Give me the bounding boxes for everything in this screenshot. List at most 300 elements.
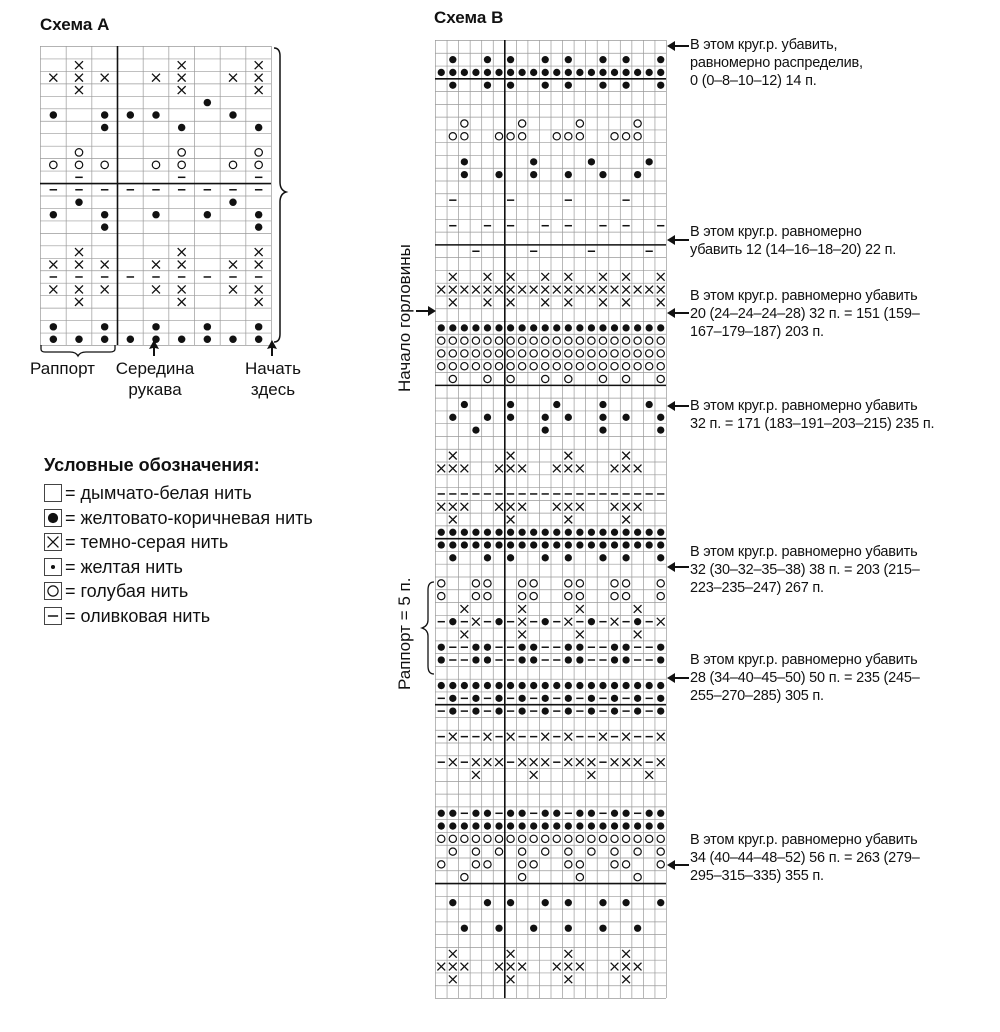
symbol-cross	[484, 298, 492, 306]
symbol-dot	[438, 529, 445, 536]
symbol-circle	[576, 861, 583, 868]
symbol-cross	[507, 950, 515, 958]
symbol-dot	[565, 822, 572, 829]
symbol-cross	[518, 465, 526, 473]
symbol-dot	[449, 707, 456, 714]
symbol-dot	[588, 695, 595, 702]
symbol-dot	[484, 810, 491, 817]
symbol-circle	[449, 363, 456, 370]
symbol-dot	[507, 324, 514, 331]
symbol-cross	[495, 465, 503, 473]
symbol-circle	[634, 133, 641, 140]
symbol-cross	[495, 758, 503, 766]
symbol-circle	[553, 835, 560, 842]
symbol-cross	[657, 758, 665, 766]
symbol-dot	[101, 124, 108, 131]
symbol-circle	[449, 337, 456, 344]
symbol-circle	[588, 350, 595, 357]
symbol-circle	[576, 835, 583, 842]
symbol-cross	[484, 758, 492, 766]
symbol-cross	[507, 298, 515, 306]
symbol-dot	[588, 69, 595, 76]
symbol-cross	[530, 771, 538, 779]
symbol-cross	[622, 503, 630, 511]
symbol-dot	[565, 529, 572, 536]
symbol-dot	[622, 554, 629, 561]
symbol-circle	[495, 835, 502, 842]
symbol-cross	[229, 285, 237, 293]
symbol-dot	[472, 69, 479, 76]
symbol-dot	[588, 810, 595, 817]
symbol-dot	[646, 158, 653, 165]
symbol-cross	[657, 733, 665, 741]
symbol-dot	[657, 707, 664, 714]
symbol-cross	[645, 771, 653, 779]
symbol-cross	[75, 74, 83, 82]
symbol-dot	[484, 414, 491, 421]
symbol-circle	[646, 337, 653, 344]
symbol-cross	[553, 465, 561, 473]
symbol-cross	[229, 74, 237, 82]
symbol-circle	[588, 848, 595, 855]
symbol-circle	[657, 363, 664, 370]
symbol-dot	[484, 656, 491, 663]
symbol-dot	[634, 324, 641, 331]
symbol-cross	[634, 605, 642, 613]
symbol-cross	[564, 503, 572, 511]
symbol-circle	[542, 375, 549, 382]
legend-text: = желтовато-коричневая нить	[65, 507, 313, 528]
symbol-cross	[576, 465, 584, 473]
symbol-circle	[611, 835, 618, 842]
symbol-circle	[484, 835, 491, 842]
symbol-cross	[518, 963, 526, 971]
symbol-dot	[495, 707, 502, 714]
symbol-cross	[178, 298, 186, 306]
symbol-cross	[495, 963, 503, 971]
symbol-dot	[449, 822, 456, 829]
symbol-dot	[634, 171, 641, 178]
symbol-circle	[472, 861, 479, 868]
symbol-dot	[484, 554, 491, 561]
symbol-dot	[542, 541, 549, 548]
symbol-dot	[553, 822, 560, 829]
symbol-dot	[50, 323, 57, 330]
symbol-dot	[449, 529, 456, 536]
symbol-cross	[484, 286, 492, 294]
symbol-dot	[542, 707, 549, 714]
symbol-dot	[495, 171, 502, 178]
symbol-circle	[530, 835, 537, 842]
symbol-dot	[495, 529, 502, 536]
symbol-dot	[622, 822, 629, 829]
symbol-circle	[530, 593, 537, 600]
symbol-cross	[588, 758, 596, 766]
symbol-dot	[229, 198, 236, 205]
symbol-dot	[553, 682, 560, 689]
symbol-circle	[530, 580, 537, 587]
symbol-dot	[646, 822, 653, 829]
symbol-dot	[542, 822, 549, 829]
symbol-circle	[449, 350, 456, 357]
symbol-cross	[553, 286, 561, 294]
symbol-dot	[152, 323, 159, 330]
symbol-cross	[611, 758, 619, 766]
symbol-dot	[542, 414, 549, 421]
symbol-cross	[518, 286, 526, 294]
symbol-cross	[541, 733, 549, 741]
symbol-dot	[75, 336, 82, 343]
symbol-circle	[461, 874, 468, 881]
symbol-dot	[634, 822, 641, 829]
symbol-cross	[75, 248, 83, 256]
symbol-dot	[472, 656, 479, 663]
symbol-dot	[127, 111, 134, 118]
symbol-dot	[611, 644, 618, 651]
symbol-circle	[229, 161, 236, 168]
symbol-dot	[553, 810, 560, 817]
symbol-dot	[178, 124, 185, 131]
symbol-circle	[646, 350, 653, 357]
symbol-cross	[178, 285, 186, 293]
arrow-up-icon	[148, 340, 160, 356]
symbol-dot	[449, 682, 456, 689]
symbol-cross	[507, 963, 515, 971]
symbol-cross	[152, 74, 160, 82]
symbol-dot	[553, 529, 560, 536]
symbol-cross	[576, 963, 584, 971]
symbol-dot	[472, 426, 479, 433]
symbol-cross	[518, 618, 526, 626]
symbol-dot	[255, 211, 262, 218]
symbol-cross	[622, 963, 630, 971]
symbol-dot	[576, 810, 583, 817]
symbol-dot	[484, 56, 491, 63]
symbol-circle	[518, 593, 525, 600]
symbol-circle	[565, 375, 572, 382]
symbol-dot	[657, 554, 664, 561]
symbol-cross	[49, 261, 57, 269]
symbol-dot	[449, 69, 456, 76]
symbol-dot	[599, 401, 606, 408]
symbol-dot	[530, 644, 537, 651]
symbol-circle	[472, 337, 479, 344]
symbol-circle	[576, 337, 583, 344]
symbol-dot	[507, 529, 514, 536]
symbol-dot	[657, 82, 664, 89]
symbol-circle	[634, 363, 641, 370]
symbol-dot	[576, 529, 583, 536]
symbol-dot	[576, 682, 583, 689]
symbol-cross	[495, 503, 503, 511]
symbol-cross	[507, 733, 515, 741]
symbol-circle	[518, 580, 525, 587]
symbol-dot	[599, 69, 606, 76]
label-middle: Середина рукава	[115, 359, 195, 399]
symbol-cross	[622, 465, 630, 473]
symbol-dot	[565, 414, 572, 421]
symbol-dot	[438, 822, 445, 829]
symbol-dot	[657, 682, 664, 689]
symbol-cross	[541, 758, 549, 766]
symbol-circle	[495, 133, 502, 140]
symbol-dot	[599, 925, 606, 932]
symbol-cross	[564, 286, 572, 294]
symbol-dot	[622, 810, 629, 817]
symbol-cross	[622, 273, 630, 281]
symbol-circle	[438, 363, 445, 370]
symbol-cross	[152, 261, 160, 269]
symbol-circle	[622, 363, 629, 370]
symbol-dot	[449, 56, 456, 63]
symbol-dot	[204, 99, 211, 106]
symbol-circle	[438, 337, 445, 344]
symbol-circle	[565, 835, 572, 842]
symbol-dot	[599, 324, 606, 331]
symbol-dot	[657, 822, 664, 829]
symbol-cross	[255, 74, 263, 82]
symbol-dot	[472, 529, 479, 536]
symbol-circle	[599, 375, 606, 382]
symbol-cross	[460, 503, 468, 511]
symbol-dot	[588, 618, 595, 625]
symbol-dot	[646, 682, 653, 689]
symbol-dot	[657, 695, 664, 702]
symbol-circle	[576, 120, 583, 127]
symbol-dot	[449, 618, 456, 625]
symbol-circle	[472, 580, 479, 587]
symbol-dot	[438, 541, 445, 548]
symbol-dot	[484, 541, 491, 548]
symbol-dot	[565, 656, 572, 663]
symbol-circle	[599, 835, 606, 842]
symbol-circle	[622, 593, 629, 600]
symbol-dot	[101, 323, 108, 330]
symbol-dot	[622, 324, 629, 331]
legend-item-cross	[44, 532, 228, 552]
symbol-cross	[518, 631, 526, 639]
symbol-circle	[75, 149, 82, 156]
symbol-dot	[48, 513, 58, 523]
arrow-left-icon	[667, 308, 689, 318]
symbol-dot	[646, 401, 653, 408]
symbol-circle	[542, 350, 549, 357]
symbol-dot	[530, 324, 537, 331]
symbol-dot	[449, 899, 456, 906]
symbol-circle	[75, 161, 82, 168]
symbol-dot	[565, 69, 572, 76]
symbol-cross	[634, 465, 642, 473]
symbol-cross	[178, 261, 186, 269]
symbol-dot	[588, 158, 595, 165]
arrow-left-icon	[667, 562, 689, 572]
symbol-dot	[484, 82, 491, 89]
symbol-dot	[461, 69, 468, 76]
symbol-cross	[518, 605, 526, 613]
symbol-cross	[507, 452, 515, 460]
symbol-dot	[599, 426, 606, 433]
chart-a-bracket	[272, 46, 292, 346]
symbol-circle	[530, 363, 537, 370]
symbol-circle	[438, 580, 445, 587]
label-rapport-a: Раппорт	[30, 359, 95, 378]
symbol-dot	[507, 810, 514, 817]
symbol-circle	[152, 161, 159, 168]
symbol-cross	[229, 261, 237, 269]
symbol-dot	[461, 822, 468, 829]
symbol-dot	[611, 541, 618, 548]
symbol-cross	[101, 285, 109, 293]
symbol-circle	[484, 375, 491, 382]
symbol-circle	[565, 861, 572, 868]
symbol-circle	[657, 848, 664, 855]
symbol-circle	[461, 337, 468, 344]
symbol-dot	[518, 695, 525, 702]
symbol-dot	[565, 707, 572, 714]
legend-item-small	[44, 557, 183, 577]
symbol-dot	[449, 554, 456, 561]
arrow-left-icon	[667, 41, 689, 51]
symbol-cross	[178, 74, 186, 82]
symbol-dot	[204, 211, 211, 218]
note-4: В этом круг.р. равномерно убавить 32 п. = 171 (183–191–203–215) 235 п.	[690, 398, 935, 432]
symbol-dot	[472, 682, 479, 689]
symbol-cross	[484, 733, 492, 741]
symbol-cross	[622, 950, 630, 958]
symbol-dot	[518, 810, 525, 817]
symbol-cross	[634, 963, 642, 971]
symbol-cross	[449, 963, 457, 971]
symbol-dot	[657, 656, 664, 663]
symbol-cross	[576, 758, 584, 766]
symbol-dot	[507, 554, 514, 561]
symbol-circle	[530, 861, 537, 868]
symbol-dot	[461, 682, 468, 689]
symbol-circle	[518, 120, 525, 127]
symbol-dot	[449, 82, 456, 89]
symbol-circle	[622, 835, 629, 842]
symbol-circle	[472, 363, 479, 370]
schema-b-title: Схема В	[434, 8, 504, 27]
symbol-dot	[657, 529, 664, 536]
symbol-circle	[576, 350, 583, 357]
symbol-dot	[565, 171, 572, 178]
arrow-up-icon	[266, 340, 278, 356]
symbol-dot	[484, 69, 491, 76]
note-1: В этом круг.р. убавить, равномерно распределив, 0 (0–8–10–12) 14 п.	[690, 37, 863, 89]
symbol-dot	[449, 541, 456, 548]
symbol-dot	[255, 124, 262, 131]
symbol-circle	[507, 835, 514, 842]
symbol-small-dot	[51, 565, 55, 569]
symbol-dot	[542, 324, 549, 331]
symbol-circle	[461, 133, 468, 140]
symbol-cross	[634, 758, 642, 766]
symbol-circle	[484, 580, 491, 587]
symbol-circle	[438, 350, 445, 357]
schema-a-title: Схема А	[40, 15, 110, 34]
symbol-dot	[518, 682, 525, 689]
symbol-cross	[611, 503, 619, 511]
legend-symbol-dash-icon	[44, 607, 62, 625]
symbol-circle	[178, 149, 185, 156]
symbol-dot	[449, 695, 456, 702]
symbol-cross	[564, 298, 572, 306]
note-6: В этом круг.р. равномерно убавить 28 (34–40–45–50) 50 п. = 235 (245– 255–270–285) 305 п.	[690, 652, 920, 704]
symbol-dot	[495, 925, 502, 932]
symbol-dot	[507, 682, 514, 689]
symbol-circle	[657, 593, 664, 600]
symbol-dot	[634, 69, 641, 76]
symbol-circle	[634, 835, 641, 842]
symbol-dot	[565, 324, 572, 331]
symbol-dot	[565, 82, 572, 89]
symbol-dot	[576, 656, 583, 663]
symbol-dot	[622, 69, 629, 76]
symbol-cross	[178, 248, 186, 256]
symbol-cross	[634, 631, 642, 639]
symbol-dot	[542, 56, 549, 63]
symbol-dot	[542, 899, 549, 906]
symbol-dot	[565, 899, 572, 906]
symbol-dot	[646, 810, 653, 817]
symbol-circle	[495, 350, 502, 357]
symbol-cross	[564, 618, 572, 626]
symbol-dot	[438, 682, 445, 689]
symbol-circle	[646, 363, 653, 370]
symbol-dot	[622, 682, 629, 689]
symbol-cross	[495, 286, 503, 294]
symbol-circle	[472, 835, 479, 842]
symbol-dot	[611, 682, 618, 689]
symbol-cross	[449, 950, 457, 958]
symbol-cross	[576, 631, 584, 639]
symbol-dot	[634, 682, 641, 689]
symbol-circle	[542, 835, 549, 842]
symbol-dot	[101, 223, 108, 230]
symbol-dot	[599, 899, 606, 906]
arrow-left-icon	[667, 673, 689, 683]
symbol-cross	[449, 286, 457, 294]
symbol-dot	[588, 529, 595, 536]
symbol-dot	[518, 69, 525, 76]
symbol-dot	[622, 529, 629, 536]
symbol-circle	[518, 861, 525, 868]
symbol-circle	[518, 835, 525, 842]
symbol-cross	[564, 963, 572, 971]
legend-symbol-small-icon	[44, 558, 62, 576]
symbol-dot	[553, 324, 560, 331]
symbol-cross	[484, 273, 492, 281]
symbol-dot	[461, 158, 468, 165]
symbol-dot	[588, 682, 595, 689]
symbol-circle	[657, 375, 664, 382]
symbol-dot	[507, 899, 514, 906]
symbol-dot	[622, 644, 629, 651]
symbol-cross	[75, 261, 83, 269]
symbol-circle	[461, 120, 468, 127]
symbol-dot	[599, 82, 606, 89]
symbol-circle	[634, 120, 641, 127]
symbol-dot	[484, 822, 491, 829]
symbol-cross	[460, 631, 468, 639]
symbol-circle	[484, 861, 491, 868]
symbol-dot	[576, 324, 583, 331]
symbol-dot	[472, 810, 479, 817]
symbol-cross	[449, 733, 457, 741]
symbol-circle	[634, 874, 641, 881]
symbol-dot	[204, 336, 211, 343]
